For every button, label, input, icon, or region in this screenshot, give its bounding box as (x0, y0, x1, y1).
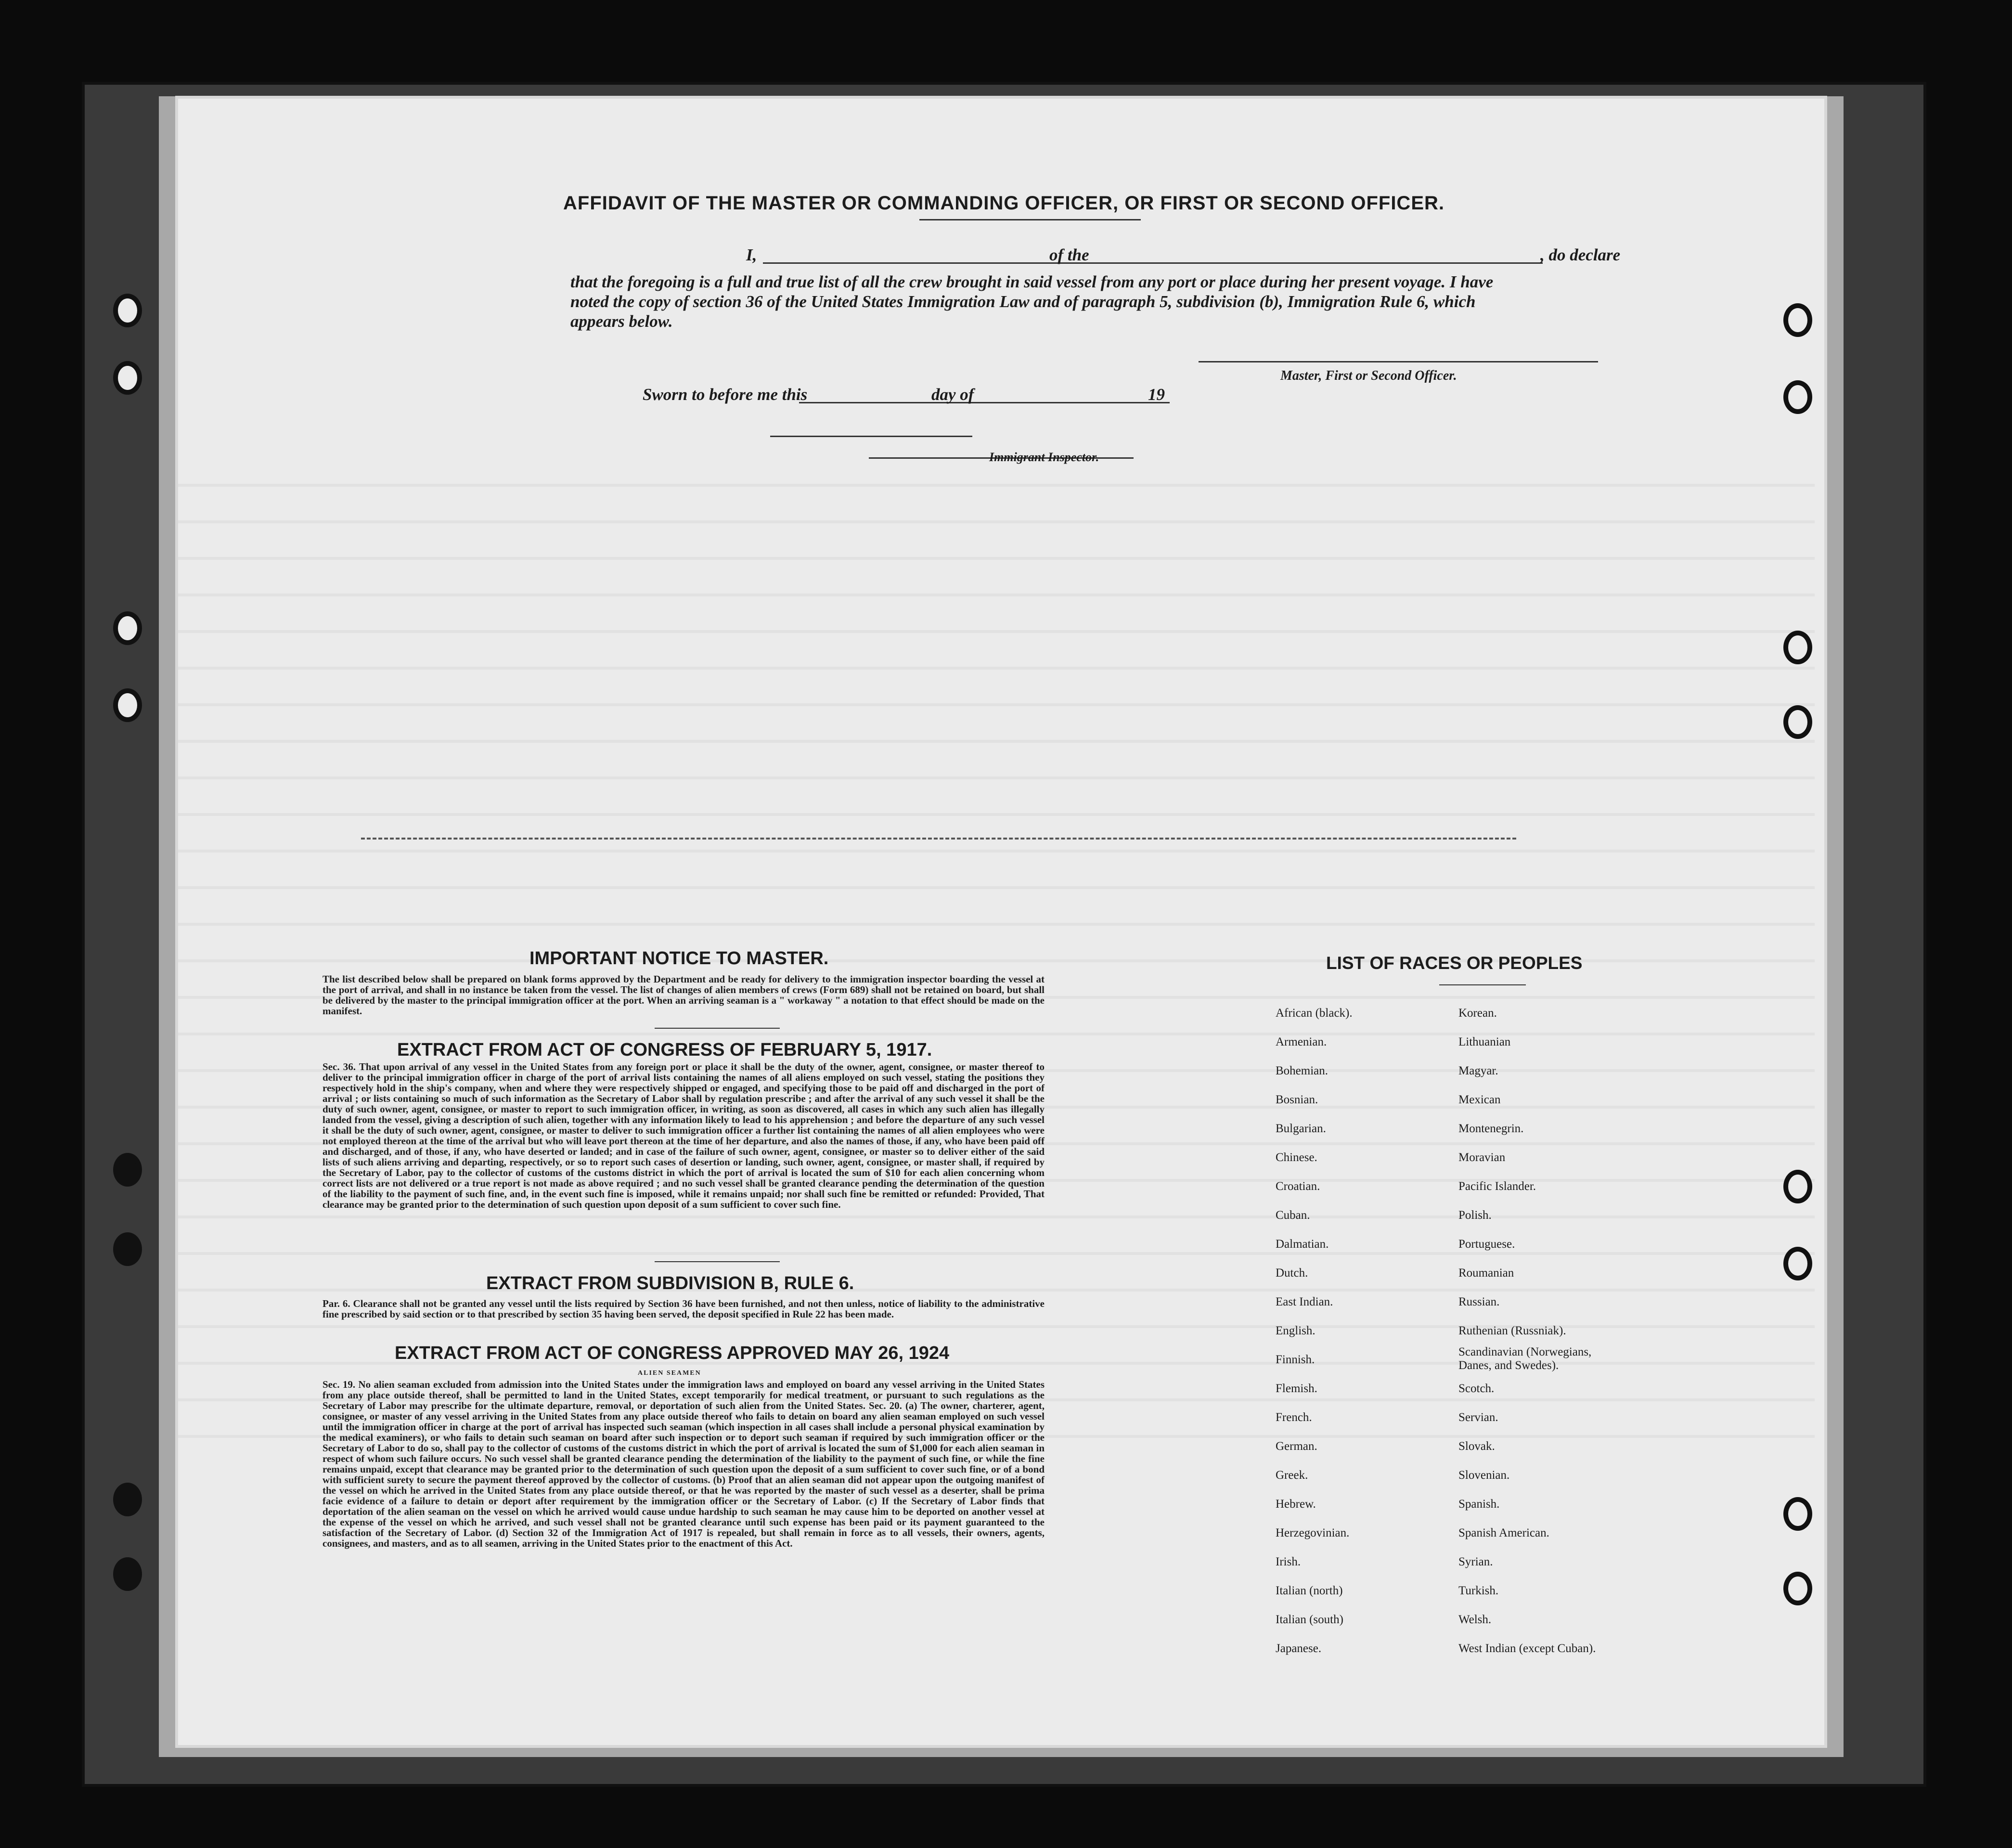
race-item: Lithuanian (1458, 1035, 1511, 1048)
vessel-blank (1109, 262, 1543, 264)
binder-hole (1783, 631, 1812, 664)
race-item: East Indian. (1276, 1295, 1333, 1308)
extract-1924-subtitle: ALIEN SEAMEN (638, 1370, 701, 1377)
extract-1917-title: EXTRACT FROM ACT OF CONGRESS OF FEBRUARY 5, 1917. (397, 1040, 932, 1060)
binder-hole (1783, 1572, 1812, 1605)
race-item: Bohemian. (1276, 1064, 1328, 1077)
race-item: Hebrew. (1276, 1498, 1316, 1511)
binder-hole (1783, 380, 1812, 414)
extract-1917-body: Sec. 36. That upon arrival of any vessel in the United States from any foreign port or place it shall be the duty of the owner, agent, consignee, or master thereof to deliver to the principal immigration officer in charge of the port of arrival lists containing the names of all aliens employed on such vessel, stating the positions they respectively hold in the ship's company, when and where they were respectively shipped or engaged, and specifying those to be paid off and discharged in the port of arrival ; or lists containing so much of such information as the Secretary of Labor shall by regulation prescribe ; and after the arrival of any such vessel it shall be the duty of such owner, agent, consignee, or master to report to such immigration officer, in writing, as soon as discovered, all cases in which any such alien has illegally landed from the vessel, giving a description of such alien, together with any information likely to lead to his apprehension ; and before the departure of any such vessel it shall be the duty of such owner, agent, consignee, or master to deliver to such immigration officer a further list containing the names of all alien employees who were not employed thereon at the time of the arrival but who will leave port thereon at the time of her departure, and also the names of those, if any, who have been paid off and discharged, and of those, if any, who have deserted or landed; and in case of the failure of such owner, agent, consignee, or master so to deliver either of the said lists of such aliens arriving and departing, respectively, or so to report such cases of desertion or landing, such owner, agent, consignee, or master shall, if required by the Secretary of Labor, pay to the collector of customs of the customs district in which the port of arrival is located the sum of $10 for each alien concerning whom correct lists are not delivered or a true report is not made as above required ; and no such vessel shall be granted clearance pending the determination of the question of the liability to the payment of such fine, and, in the event such fine is imposed, while it remains unpaid; nor shall such fine be remitted or refunded: Provided, That clearance may be granted prior to the determination of such question upon deposit of a sum sufficient to cover such fine. (322, 1061, 1045, 1210)
sworn-year: 19 (1148, 385, 1165, 404)
race-item: Moravian (1458, 1151, 1506, 1164)
race-item: Armenian. (1276, 1035, 1327, 1048)
race-item: Polish. (1458, 1209, 1492, 1222)
document-page (178, 99, 1824, 1745)
race-item: Bulgarian. (1276, 1122, 1326, 1135)
race-item: German. (1276, 1440, 1317, 1453)
race-item: Spanish American. (1458, 1526, 1549, 1539)
binder-hole (113, 1153, 142, 1187)
notice-title: IMPORTANT NOTICE TO MASTER. (529, 948, 829, 969)
race-item: Cuban. (1276, 1209, 1310, 1222)
sworn-day-label: day of (931, 385, 974, 404)
affidavit-declare: , do declare (1540, 246, 1621, 264)
extract-1917-rule (655, 1261, 780, 1262)
race-item: Italian (north) (1276, 1584, 1343, 1597)
binder-hole (113, 1483, 142, 1516)
sworn-day-blank (799, 402, 1011, 403)
race-item: Roumanian (1458, 1266, 1514, 1279)
rule6-title: EXTRACT FROM SUBDIVISION B, RULE 6. (486, 1273, 854, 1293)
notice-rule (655, 1028, 780, 1029)
race-item: Pacific Islander. (1458, 1180, 1536, 1193)
race-item: Scotch. (1458, 1382, 1495, 1395)
race-item: Irish. (1276, 1555, 1301, 1568)
race-item: French. (1276, 1411, 1312, 1424)
race-item: Montenegrin. (1458, 1122, 1524, 1135)
race-item: Welsh. (1458, 1613, 1492, 1626)
binder-hole (1783, 705, 1812, 739)
sworn-month-blank (987, 402, 1170, 403)
rule6-body: Par. 6. Clearance shall not be granted any vessel until the lists required by Section 36 have been furnished, and not then unless, notice of liability to the administrative fine prescribed by said section or to that prescribed by section 35 having been served, the deposit specified in Rule 22 has been made. (322, 1298, 1045, 1320)
race-item: Slovak. (1458, 1440, 1495, 1453)
race-item: Flemish. (1276, 1382, 1317, 1395)
extract-1924-body: Sec. 19. No alien seaman excluded from admission into the United States under the immigration laws and employed on board any vessel arriving in the United States from any place outside thereof, shall be permitted to land in the United States, except temporarily for medical treatment, or pursuant to such regulations as the Secretary of Labor may prescribe for the ultimate departure, removal, or deportation of such alien from the United States. Sec. 20. (a) The owner, charterer, agent, consignee, or master of any vessel arriving in the United States from any place outside thereof who fails to detain on board any alien seaman employed on such vessel until the immigration officer in charge at the port of arrival has inspected such seaman (which inspection in all cases shall include a personal physical examination by the medical examiners), or who fails to detain such seaman on board after such inspection or to deport such seaman if required by such immigration officer or the Secretary of Labor to do so, shall pay to the collector of customs of the customs district in which the port of arrival is located the sum of $1,000 for each alien seaman in respect of whom such failure occurs. No such vessel shall be granted clearance pending the determination of the liability to the payment of such fine, or while the fine remains unpaid, except that clearance may be granted prior to the determination of such question upon the deposit of a sum sufficient to cover such fine, or of a bond with sufficient surety to secure the payment thereof approved by the collector of customs. (b) Proof that an alien seaman did not appear upon the outgoing manifest of the vessel on which he arrived in the United States from any place outside thereof, or that he was reported by the master of such vessel as a deserter, shall be prima facie evidence of a failure to detain or deport after requirement by the immigration officer or the Secretary of Labor. (c) If the Secretary of Labor finds that deportation of the alien seaman on the vessel on which he arrived would cause undue hardship to such seaman he may cause him to be deported on another vessel at the expense of the vessel on which he arrived, and such vessel shall not be granted clearance until such expense has been paid or its payment guaranteed to the satisfaction of the Secretary of Labor. (d) Section 32 of the Immigration Act of 1917 is repealed, but shall remain in force as to all vessels, their owners, agents, consignees, and masters, and as to all seamen, arriving in the United States prior to the enactment of this Act. (322, 1379, 1045, 1549)
binder-hole (1783, 1497, 1812, 1531)
race-item: Servian. (1458, 1411, 1498, 1424)
race-item: African (black). (1276, 1007, 1353, 1020)
race-item: Korean. (1458, 1007, 1497, 1020)
race-item: Dalmatian. (1276, 1238, 1329, 1251)
inspector-line-1 (770, 436, 972, 437)
race-item: Japanese. (1276, 1642, 1322, 1655)
binder-hole (113, 688, 142, 722)
page-divider (361, 838, 1516, 840)
races-right-column (1458, 999, 1622, 1663)
binder-hole (113, 1232, 142, 1266)
race-item: Portuguese. (1458, 1238, 1515, 1251)
binder-hole (113, 1557, 142, 1591)
inspector-label: Immigrant Inspector. (989, 450, 1099, 464)
sworn-text: Sworn to before me this (643, 385, 808, 404)
race-item: English. (1276, 1324, 1316, 1337)
race-item: Turkish. (1458, 1584, 1499, 1597)
race-item: Bosnian. (1276, 1093, 1318, 1106)
races-left-column (1276, 999, 1353, 1663)
race-item: Slovenian. (1458, 1469, 1510, 1482)
signature-label: Master, First or Second Officer. (1280, 368, 1457, 383)
race-item: Greek. (1276, 1469, 1308, 1482)
race-item: Syrian. (1458, 1555, 1493, 1568)
race-item: Herzegovinian. (1276, 1526, 1350, 1539)
affidavit-of-the: of the (1049, 246, 1089, 264)
binder-hole (1783, 1247, 1812, 1280)
race-item: Russian. (1458, 1295, 1500, 1308)
races-title: LIST OF RACES OR PEOPLES (1326, 953, 1583, 973)
race-item: Italian (south) (1276, 1613, 1343, 1626)
binder-hole (1783, 303, 1812, 337)
affidavit-i: I, (746, 246, 757, 264)
affidavit-title: AFFIDAVIT OF THE MASTER OR COMMANDING OFFICER, OR FIRST OR SECOND OFFICER. (563, 193, 1445, 214)
race-item: Chinese. (1276, 1151, 1317, 1164)
binder-hole (113, 294, 142, 327)
race-item: Croatian. (1276, 1180, 1320, 1193)
race-item: Ruthenian (Russniak). (1458, 1324, 1566, 1337)
races-rule (1439, 984, 1526, 985)
race-item: Spanish. (1458, 1498, 1500, 1511)
race-item: West Indian (except Cuban). (1458, 1642, 1596, 1655)
race-item: Scandinavian (Norwegians, Danes, and Swedes). (1458, 1345, 1592, 1372)
race-item: Mexican (1458, 1093, 1501, 1106)
binder-hole (1783, 1170, 1812, 1203)
affidavit-body: that the foregoing is a full and true list of all the crew brought in said vessel from any port or place during her present voyage. I have noted the copy of section 36 of the United States Immigration Law and of paragraph 5, subdivision (b), Immigration Rule 6, which appears below. (570, 272, 1494, 331)
race-item: Dutch. (1276, 1266, 1308, 1279)
race-item: Magyar. (1458, 1064, 1498, 1077)
race-item: Finnish. (1276, 1353, 1315, 1366)
binder-hole (113, 611, 142, 645)
signature-line (1199, 361, 1598, 362)
title-rule (919, 219, 1141, 220)
binder-hole (113, 361, 142, 395)
notice-body: The list described below shall be prepared on blank forms approved by the Department and be ready for delivery to the immigration inspector boarding the vessel at the port of arrival, and shall in no instance be taken from the vessel. The list of changes of alien members of crews (Form 689) shall not be retained on board, but shall be delivered by the master to the principal immigration officer at the port. When an arriving seaman is a " workaway " a notation to that effect should be made on the manifest. (322, 973, 1045, 1017)
extract-1924-title: EXTRACT FROM ACT OF CONGRESS APPROVED MAY 26, 1924 (395, 1343, 950, 1363)
